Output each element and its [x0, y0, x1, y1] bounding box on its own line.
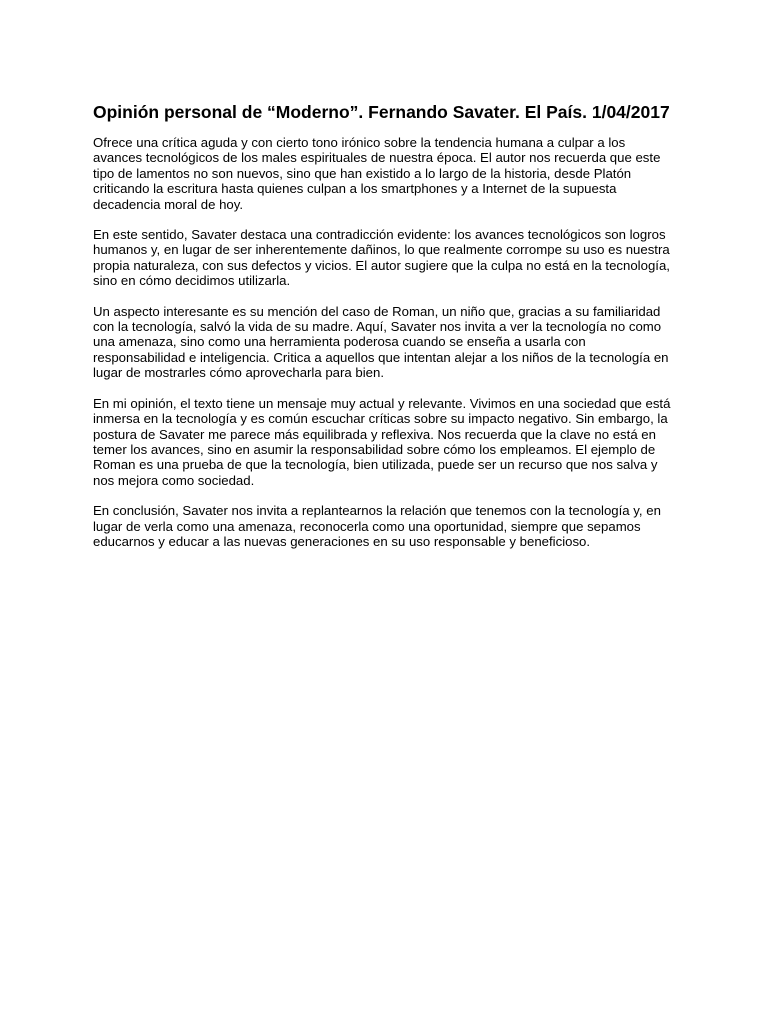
paragraph-roman-case: Un aspecto interesante es su mención del caso de Roman, un niño que, gracias a su familiaridad con la tecnología, salvó la vida de su madre. Aquí, Savater nos invita a ver la tecnología no como una amenaza, sino como una herramienta poderosa cuando se enseña a usarla con responsabilidad e inteligencia. Critica a aquellos que intentan alejar a los niños de la tecnología en lugar de mostrarles cómo aprovecharla para bien. — [93, 303, 669, 381]
paragraph-introduction: Ofrece una crítica aguda y con cierto tono irónico sobre la tendencia humana a culpar a los avances tecnológicos de los males espirituales de nuestra época. El autor nos recuerda que este tipo de lamentos no son nuevos, sino que han existido a lo largo de la historia, desde Platón criticando la escritura hasta quienes culpan a los smartphones y a Internet de la supuesta decadencia moral de hoy. — [93, 135, 661, 212]
paragraph-personal-opinion: En mi opinión, el texto tiene un mensaje muy actual y relevante. Vivimos en una sociedad que está inmersa en la tecnología y es común escuchar críticas sobre su impacto negativo. Sin embargo, la postura de Savater me parece más equilibrada y reflexiva. Nos recuerda que la clave no está en temer los avances, sino en asumir la responsabilidad sobre cómo los empleamos. El ejemplo de Roman es una prueba de que la tecnología, bien utilizada, puede ser un recurso que nos salva y nos mejora como sociedad. — [93, 395, 671, 488]
paragraph-contradiction: En este sentido, Savater destaca una contradicción evidente: los avances tecnológicos son logros humanos y, en lugar de ser inherentemente dañinos, lo que realmente corrompe su uso es nuestra propia naturaleza, con sus defectos y vicios. El autor sugiere que la culpa no está en la tecnología, sino en cómo decidimos utilizarla. — [93, 227, 670, 289]
paragraph-conclusion: En conclusión, Savater nos invita a replantearnos la relación que tenemos con la tecnología y, en lugar de verla como una amenaza, reconocerla como una oportunidad, siempre que sepamos educarnos y educar a las nuevas generaciones en su uso responsable y beneficioso. — [93, 503, 661, 549]
document-title: Opinión personal de “Moderno”. Fernando Savater. El País. 1/04/2017 — [93, 102, 670, 122]
document-page — [93, 102, 675, 564]
